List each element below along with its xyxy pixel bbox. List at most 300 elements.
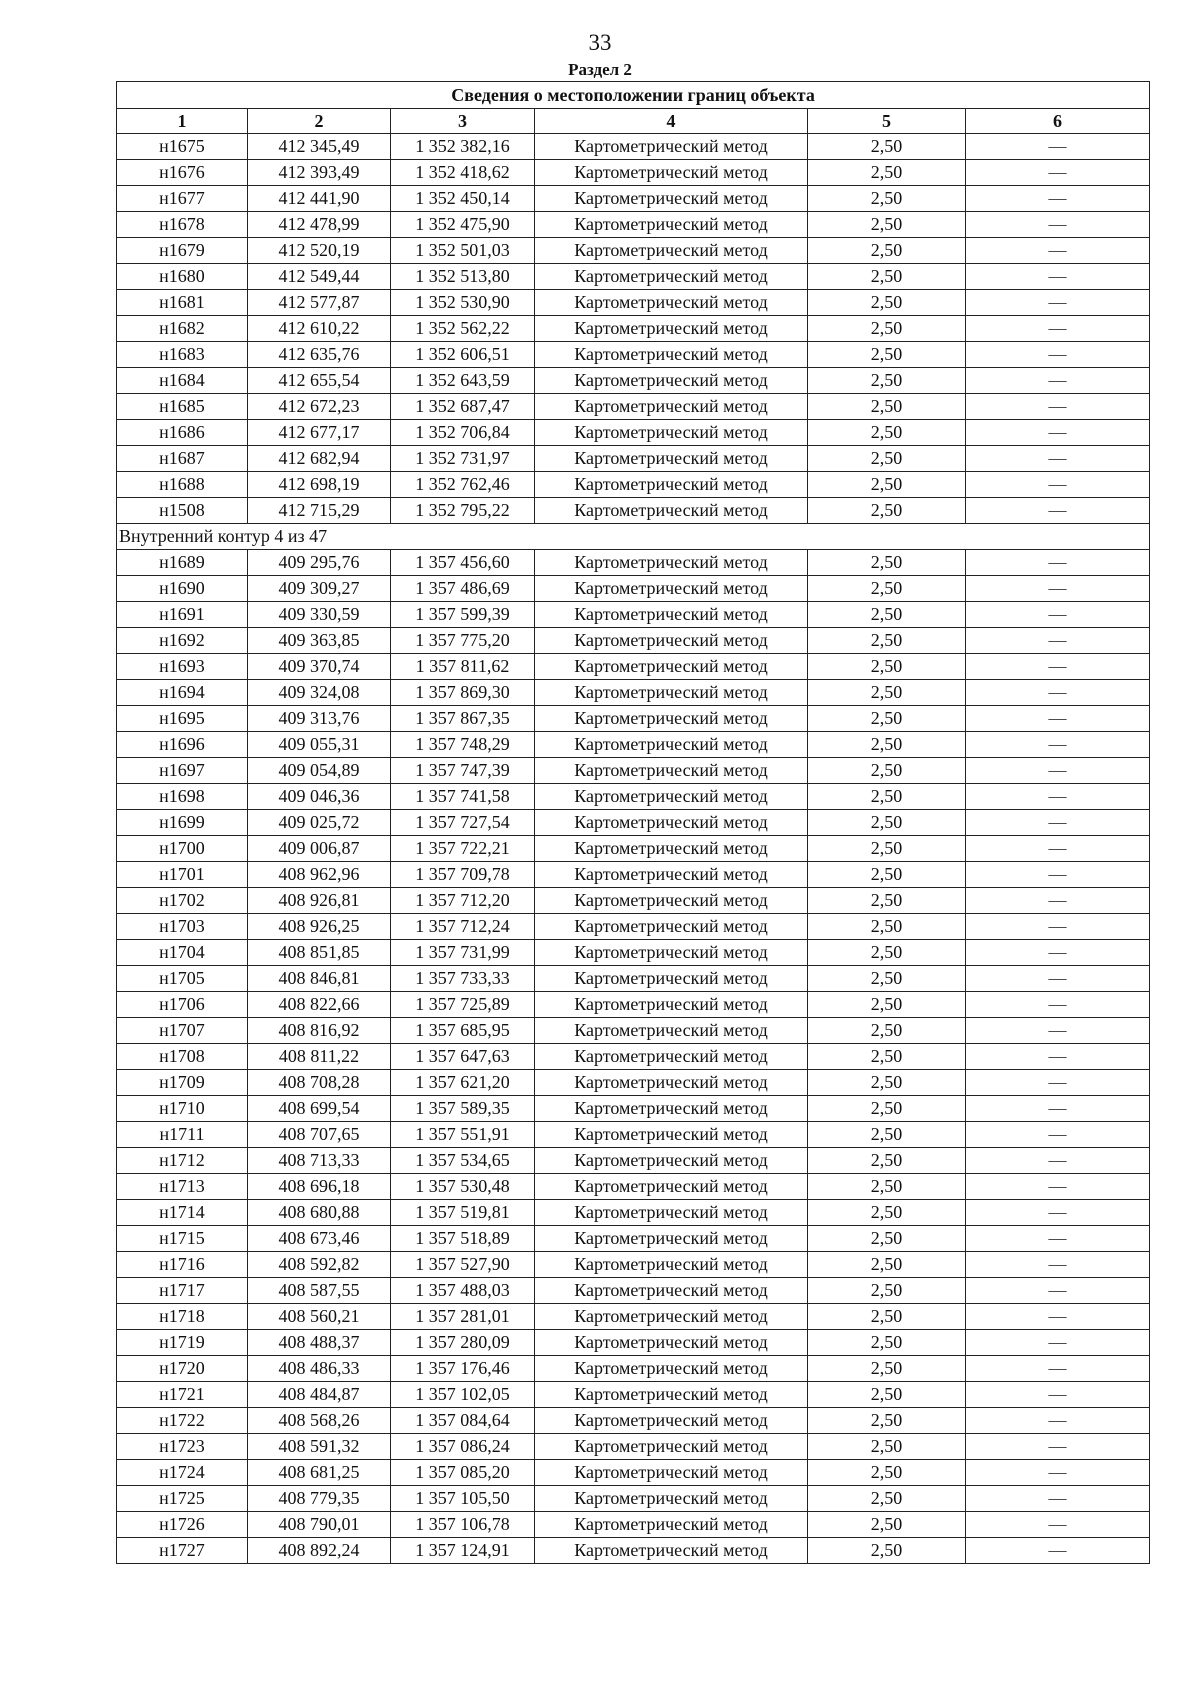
table-row [117,1174,1150,1200]
y-coordinate-cell: 1 357 811,62 [391,654,535,680]
y-coordinate-cell: 1 357 748,29 [391,732,535,758]
point-number-cell: н1714 [117,1200,248,1226]
accuracy-cell: 2,50 [808,836,966,862]
point-number-cell: н1678 [117,212,248,238]
method-cell: Картометрический метод [535,1304,808,1330]
y-coordinate-cell: 1 352 382,16 [391,134,535,160]
point-number-cell: н1685 [117,394,248,420]
table-row [117,212,1150,238]
x-coordinate-cell: 409 370,74 [248,654,391,680]
method-cell: Картометрический метод [535,1538,808,1564]
point-number-cell: н1687 [117,446,248,472]
method-cell: Картометрический метод [535,1018,808,1044]
x-coordinate-cell: 408 681,25 [248,1460,391,1486]
point-number-cell: н1508 [117,498,248,524]
description-cell: — [966,1538,1150,1564]
accuracy-cell: 2,50 [808,1226,966,1252]
method-cell: Картометрический метод [535,1486,808,1512]
description-cell: — [966,576,1150,602]
y-coordinate-cell: 1 357 722,21 [391,836,535,862]
point-number-cell: н1727 [117,1538,248,1564]
x-coordinate-cell: 409 324,08 [248,680,391,706]
method-cell: Картометрический метод [535,1512,808,1538]
accuracy-cell: 2,50 [808,862,966,888]
y-coordinate-cell: 1 352 731,97 [391,446,535,472]
x-coordinate-cell: 408 560,21 [248,1304,391,1330]
x-coordinate-cell: 408 790,01 [248,1512,391,1538]
table-row [117,1538,1150,1564]
accuracy-cell: 2,50 [808,290,966,316]
x-coordinate-cell: 408 713,33 [248,1148,391,1174]
accuracy-cell: 2,50 [808,1070,966,1096]
table-row [117,1408,1150,1434]
y-coordinate-cell: 1 357 712,24 [391,914,535,940]
accuracy-cell: 2,50 [808,498,966,524]
method-cell: Картометрический метод [535,238,808,264]
x-coordinate-cell: 408 673,46 [248,1226,391,1252]
accuracy-cell: 2,50 [808,810,966,836]
table-row [117,628,1150,654]
x-coordinate-cell: 412 682,94 [248,446,391,472]
point-number-cell: н1700 [117,836,248,862]
column-number: 2 [248,109,391,134]
point-number-cell: н1695 [117,706,248,732]
point-number-cell: н1711 [117,1122,248,1148]
accuracy-cell: 2,50 [808,1356,966,1382]
accuracy-cell: 2,50 [808,1382,966,1408]
table-row [117,1330,1150,1356]
description-cell: — [966,394,1150,420]
accuracy-cell: 2,50 [808,342,966,368]
method-cell: Картометрический метод [535,550,808,576]
y-coordinate-cell: 1 352 795,22 [391,498,535,524]
description-cell: — [966,758,1150,784]
method-cell: Картометрический метод [535,1382,808,1408]
accuracy-cell: 2,50 [808,758,966,784]
point-number-cell: н1693 [117,654,248,680]
accuracy-cell: 2,50 [808,602,966,628]
table-row [117,706,1150,732]
description-cell: — [966,212,1150,238]
point-number-cell: н1694 [117,680,248,706]
point-number-cell: н1708 [117,1044,248,1070]
description-cell: — [966,1070,1150,1096]
method-cell: Картометрический метод [535,940,808,966]
x-coordinate-cell: 408 592,82 [248,1252,391,1278]
y-coordinate-cell: 1 357 712,20 [391,888,535,914]
point-number-cell: н1725 [117,1486,248,1512]
contour-label: Внутренний контур 4 из 47 [117,524,1150,550]
x-coordinate-cell: 408 811,22 [248,1044,391,1070]
y-coordinate-cell: 1 352 418,62 [391,160,535,186]
method-cell: Картометрический метод [535,576,808,602]
accuracy-cell: 2,50 [808,212,966,238]
method-cell: Картометрический метод [535,264,808,290]
y-coordinate-cell: 1 357 086,24 [391,1434,535,1460]
description-cell: — [966,784,1150,810]
x-coordinate-cell: 409 330,59 [248,602,391,628]
x-coordinate-cell: 408 699,54 [248,1096,391,1122]
description-cell: — [966,706,1150,732]
method-cell: Картометрический метод [535,1044,808,1070]
x-coordinate-cell: 408 591,32 [248,1434,391,1460]
method-cell: Картометрический метод [535,368,808,394]
description-cell: — [966,1486,1150,1512]
method-cell: Картометрический метод [535,836,808,862]
column-number: 5 [808,109,966,134]
x-coordinate-cell: 408 926,25 [248,914,391,940]
point-number-cell: н1690 [117,576,248,602]
accuracy-cell: 2,50 [808,238,966,264]
method-cell: Картометрический метод [535,1434,808,1460]
method-cell: Картометрический метод [535,446,808,472]
point-number-cell: н1681 [117,290,248,316]
x-coordinate-cell: 409 363,85 [248,628,391,654]
description-cell: — [966,680,1150,706]
description-cell: — [966,836,1150,862]
y-coordinate-cell: 1 357 599,39 [391,602,535,628]
description-cell: — [966,732,1150,758]
table-row [117,914,1150,940]
y-coordinate-cell: 1 357 124,91 [391,1538,535,1564]
point-number-cell: н1709 [117,1070,248,1096]
point-number-cell: н1692 [117,628,248,654]
point-number-cell: н1712 [117,1148,248,1174]
table-row [117,602,1150,628]
x-coordinate-cell: 409 313,76 [248,706,391,732]
y-coordinate-cell: 1 357 106,78 [391,1512,535,1538]
point-number-cell: н1719 [117,1330,248,1356]
method-cell: Картометрический метод [535,628,808,654]
contour-row [117,524,1150,550]
description-cell: — [966,1148,1150,1174]
accuracy-cell: 2,50 [808,186,966,212]
description-cell: — [966,914,1150,940]
y-coordinate-cell: 1 352 762,46 [391,472,535,498]
y-coordinate-cell: 1 357 534,65 [391,1148,535,1174]
x-coordinate-cell: 408 822,66 [248,992,391,1018]
column-number: 1 [117,109,248,134]
point-number-cell: н1677 [117,186,248,212]
y-coordinate-cell: 1 357 518,89 [391,1226,535,1252]
method-cell: Картометрический метод [535,186,808,212]
table-row [117,1044,1150,1070]
method-cell: Картометрический метод [535,1460,808,1486]
point-number-cell: н1675 [117,134,248,160]
x-coordinate-cell: 412 715,29 [248,498,391,524]
table-row [117,810,1150,836]
table-row [117,654,1150,680]
x-coordinate-cell: 409 055,31 [248,732,391,758]
x-coordinate-cell: 408 707,65 [248,1122,391,1148]
y-coordinate-cell: 1 357 775,20 [391,628,535,654]
table-row [117,160,1150,186]
x-coordinate-cell: 412 549,44 [248,264,391,290]
method-cell: Картометрический метод [535,498,808,524]
table-row [117,1096,1150,1122]
y-coordinate-cell: 1 357 741,58 [391,784,535,810]
method-cell: Картометрический метод [535,212,808,238]
x-coordinate-cell: 409 025,72 [248,810,391,836]
point-number-cell: н1704 [117,940,248,966]
boundary-coordinates-table [116,81,1150,1564]
point-number-cell: н1683 [117,342,248,368]
point-number-cell: н1717 [117,1278,248,1304]
point-number-cell: н1716 [117,1252,248,1278]
table-row [117,1148,1150,1174]
method-cell: Картометрический метод [535,992,808,1018]
method-cell: Картометрический метод [535,1356,808,1382]
column-number: 3 [391,109,535,134]
accuracy-cell: 2,50 [808,550,966,576]
description-cell: — [966,1434,1150,1460]
x-coordinate-cell: 412 677,17 [248,420,391,446]
y-coordinate-cell: 1 357 176,46 [391,1356,535,1382]
point-number-cell: н1691 [117,602,248,628]
method-cell: Картометрический метод [535,810,808,836]
y-coordinate-cell: 1 352 530,90 [391,290,535,316]
method-cell: Картометрический метод [535,680,808,706]
description-cell: — [966,1226,1150,1252]
method-cell: Картометрический метод [535,1226,808,1252]
y-coordinate-cell: 1 352 606,51 [391,342,535,368]
description-cell: — [966,1408,1150,1434]
table-row [117,420,1150,446]
description-cell: — [966,654,1150,680]
description-cell: — [966,1382,1150,1408]
table-row [117,1226,1150,1252]
accuracy-cell: 2,50 [808,628,966,654]
method-cell: Картометрический метод [535,342,808,368]
accuracy-cell: 2,50 [808,654,966,680]
description-cell: — [966,1018,1150,1044]
y-coordinate-cell: 1 357 685,95 [391,1018,535,1044]
table-row [117,1486,1150,1512]
description-cell: — [966,1122,1150,1148]
y-coordinate-cell: 1 357 488,03 [391,1278,535,1304]
accuracy-cell: 2,50 [808,316,966,342]
method-cell: Картометрический метод [535,1148,808,1174]
method-cell: Картометрический метод [535,1070,808,1096]
description-cell: — [966,1330,1150,1356]
point-number-cell: н1723 [117,1434,248,1460]
accuracy-cell: 2,50 [808,1460,966,1486]
y-coordinate-cell: 1 357 709,78 [391,862,535,888]
y-coordinate-cell: 1 352 687,47 [391,394,535,420]
x-coordinate-cell: 408 486,33 [248,1356,391,1382]
method-cell: Картометрический метод [535,420,808,446]
accuracy-cell: 2,50 [808,368,966,394]
accuracy-cell: 2,50 [808,1122,966,1148]
description-cell: — [966,1096,1150,1122]
x-coordinate-cell: 412 610,22 [248,316,391,342]
description-cell: — [966,1278,1150,1304]
x-coordinate-cell: 408 779,35 [248,1486,391,1512]
table-row [117,342,1150,368]
x-coordinate-cell: 408 816,92 [248,1018,391,1044]
y-coordinate-cell: 1 352 501,03 [391,238,535,264]
accuracy-cell: 2,50 [808,1486,966,1512]
y-coordinate-cell: 1 357 731,99 [391,940,535,966]
x-coordinate-cell: 408 488,37 [248,1330,391,1356]
table-row [117,758,1150,784]
point-number-cell: н1684 [117,368,248,394]
method-cell: Картометрический метод [535,602,808,628]
y-coordinate-cell: 1 357 551,91 [391,1122,535,1148]
accuracy-cell: 2,50 [808,134,966,160]
y-coordinate-cell: 1 357 589,35 [391,1096,535,1122]
y-coordinate-cell: 1 357 486,69 [391,576,535,602]
accuracy-cell: 2,50 [808,1252,966,1278]
table-row [117,576,1150,602]
x-coordinate-cell: 412 393,49 [248,160,391,186]
description-cell: — [966,498,1150,524]
y-coordinate-cell: 1 352 562,22 [391,316,535,342]
point-number-cell: н1721 [117,1382,248,1408]
y-coordinate-cell: 1 357 867,35 [391,706,535,732]
table-row [117,1512,1150,1538]
method-cell: Картометрический метод [535,914,808,940]
description-cell: — [966,1174,1150,1200]
method-cell: Картометрический метод [535,1122,808,1148]
description-cell: — [966,316,1150,342]
description-cell: — [966,290,1150,316]
y-coordinate-cell: 1 357 102,05 [391,1382,535,1408]
x-coordinate-cell: 408 846,81 [248,966,391,992]
table-row [117,784,1150,810]
accuracy-cell: 2,50 [808,1538,966,1564]
point-number-cell: н1680 [117,264,248,290]
method-cell: Картометрический метод [535,1096,808,1122]
method-cell: Картометрический метод [535,1408,808,1434]
table-row [117,680,1150,706]
table-row [117,550,1150,576]
y-coordinate-cell: 1 357 621,20 [391,1070,535,1096]
accuracy-cell: 2,50 [808,914,966,940]
description-cell: — [966,992,1150,1018]
point-number-cell: н1707 [117,1018,248,1044]
y-coordinate-cell: 1 352 706,84 [391,420,535,446]
description-cell: — [966,472,1150,498]
description-cell: — [966,342,1150,368]
x-coordinate-cell: 412 698,19 [248,472,391,498]
description-cell: — [966,134,1150,160]
description-cell: — [966,966,1150,992]
accuracy-cell: 2,50 [808,1408,966,1434]
table-row [117,368,1150,394]
y-coordinate-cell: 1 357 085,20 [391,1460,535,1486]
accuracy-cell: 2,50 [808,966,966,992]
x-coordinate-cell: 412 441,90 [248,186,391,212]
point-number-cell: н1688 [117,472,248,498]
page-number: 33 [588,30,612,55]
table-row [117,1356,1150,1382]
y-coordinate-cell: 1 357 733,33 [391,966,535,992]
accuracy-cell: 2,50 [808,472,966,498]
point-number-cell: н1699 [117,810,248,836]
method-cell: Картометрический метод [535,784,808,810]
table-row [117,1200,1150,1226]
x-coordinate-cell: 408 680,88 [248,1200,391,1226]
section-title: Раздел 2 [568,60,632,79]
point-number-cell: н1686 [117,420,248,446]
x-coordinate-cell: 409 054,89 [248,758,391,784]
point-number-cell: н1689 [117,550,248,576]
method-cell: Картометрический метод [535,758,808,784]
description-cell: — [966,888,1150,914]
method-cell: Картометрический метод [535,732,808,758]
x-coordinate-cell: 412 478,99 [248,212,391,238]
x-coordinate-cell: 408 568,26 [248,1408,391,1434]
point-number-cell: н1726 [117,1512,248,1538]
y-coordinate-cell: 1 357 869,30 [391,680,535,706]
y-coordinate-cell: 1 357 519,81 [391,1200,535,1226]
table-row [117,1070,1150,1096]
table-row [117,186,1150,212]
x-coordinate-cell: 409 295,76 [248,550,391,576]
accuracy-cell: 2,50 [808,420,966,446]
point-number-cell: н1706 [117,992,248,1018]
description-cell: — [966,368,1150,394]
y-coordinate-cell: 1 357 527,90 [391,1252,535,1278]
description-cell: — [966,550,1150,576]
point-number-cell: н1702 [117,888,248,914]
x-coordinate-cell: 412 345,49 [248,134,391,160]
point-number-cell: н1676 [117,160,248,186]
accuracy-cell: 2,50 [808,1148,966,1174]
y-coordinate-cell: 1 357 727,54 [391,810,535,836]
point-number-cell: н1710 [117,1096,248,1122]
y-coordinate-cell: 1 357 084,64 [391,1408,535,1434]
table-row [117,134,1150,160]
accuracy-cell: 2,50 [808,1174,966,1200]
column-number: 4 [535,109,808,134]
point-number-cell: н1718 [117,1304,248,1330]
description-cell: — [966,810,1150,836]
point-number-cell: н1715 [117,1226,248,1252]
column-number-row [117,109,1150,134]
table-row [117,1382,1150,1408]
accuracy-cell: 2,50 [808,160,966,186]
method-cell: Картометрический метод [535,1252,808,1278]
point-number-cell: н1698 [117,784,248,810]
point-number-cell: н1701 [117,862,248,888]
method-cell: Картометрический метод [535,134,808,160]
table-row [117,888,1150,914]
accuracy-cell: 2,50 [808,394,966,420]
table-row [117,992,1150,1018]
description-cell: — [966,160,1150,186]
x-coordinate-cell: 409 046,36 [248,784,391,810]
method-cell: Картометрический метод [535,290,808,316]
point-number-cell: н1679 [117,238,248,264]
description-cell: — [966,1044,1150,1070]
point-number-cell: н1696 [117,732,248,758]
x-coordinate-cell: 408 484,87 [248,1382,391,1408]
point-number-cell: н1720 [117,1356,248,1382]
accuracy-cell: 2,50 [808,732,966,758]
y-coordinate-cell: 1 352 643,59 [391,368,535,394]
description-cell: — [966,264,1150,290]
method-cell: Картометрический метод [535,966,808,992]
table-row [117,264,1150,290]
description-cell: — [966,1252,1150,1278]
table-row [117,966,1150,992]
table-row [117,1122,1150,1148]
description-cell: — [966,1512,1150,1538]
accuracy-cell: 2,50 [808,1278,966,1304]
x-coordinate-cell: 408 851,85 [248,940,391,966]
